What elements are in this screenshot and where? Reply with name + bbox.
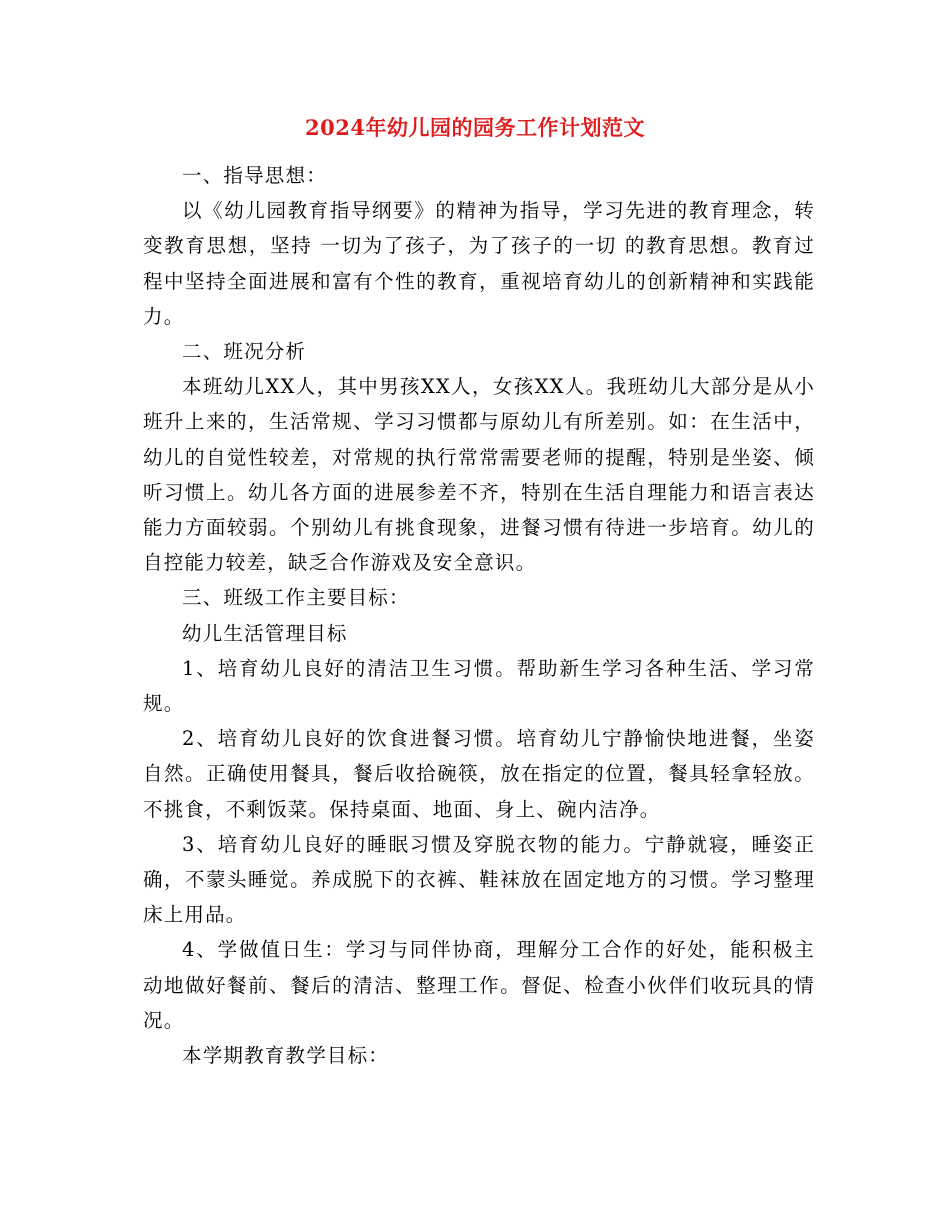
subheading-teaching-goals: 本学期教育教学目标： xyxy=(182,1044,390,1068)
subheading-life-management: 幼儿生活管理目标 xyxy=(182,621,348,645)
list-item: 4、学做值日生：学习与同伴协商，理解分工合作的好处，能积极主动地做好餐前、餐后的清洁、整理工作。督促、检查小伙伴们收玩具的情况。 xyxy=(143,938,815,1032)
paragraph: 本班幼儿XX人，其中男孩XX人，女孩XX人。我班幼儿大部分是从小班升上来的，生活常规、学习习惯都与原幼儿有所差别。如：在生活中，幼儿的自觉性较差，对常规的执行常常需要老师的提醒，特别是坐姿、倾听习惯上。幼儿各方面的进展参差不齐，特别在生活自理能力和语言表达能力方面较弱。个别幼儿有挑食现象，进餐习惯有待进一步培育。幼儿的自控能力较差，缺乏合作游戏及安全意识。 xyxy=(143,375,815,575)
paragraph: 以《幼儿园教育指导纲要》的精神为指导，学习先进的教育理念，转变教育思想，坚持 一切为了孩子，为了孩子的一切 的教育思想。教育过程中坚持全面进展和富有个性的教育，重视培育幼儿的创新精神和实践能力。 xyxy=(143,199,815,328)
section-heading-class-analysis: 二、班况分析 xyxy=(182,340,307,364)
section-heading-class-goals: 三、班级工作主要目标： xyxy=(182,586,410,610)
document-title: 2024年幼儿园的园务工作计划范文 xyxy=(305,115,645,140)
document-body xyxy=(143,158,815,1073)
section-heading-guiding-thought: 一、指导思想： xyxy=(182,164,327,187)
list-item: 3、培育幼儿良好的睡眠习惯及穿脱衣物的能力。宁静就寝，睡姿正确，不蒙头睡觉。养成脱下的衣裤、鞋袜放在固定地方的习惯。学习整理床上用品。 xyxy=(143,832,815,927)
list-item: 1、培育幼儿良好的清洁卫生习惯。帮助新生学习各种生活、学习常规。 xyxy=(143,656,815,716)
list-item: 2、培育幼儿良好的饮食进餐习惯。培育幼儿宁静愉快地进餐，坐姿自然。正确使用餐具，餐后收拾碗筷，放在指定的位置，餐具轻拿轻放。不挑食，不剩饭菜。保持桌面、地面、身上、碗内洁净。 xyxy=(143,727,815,821)
